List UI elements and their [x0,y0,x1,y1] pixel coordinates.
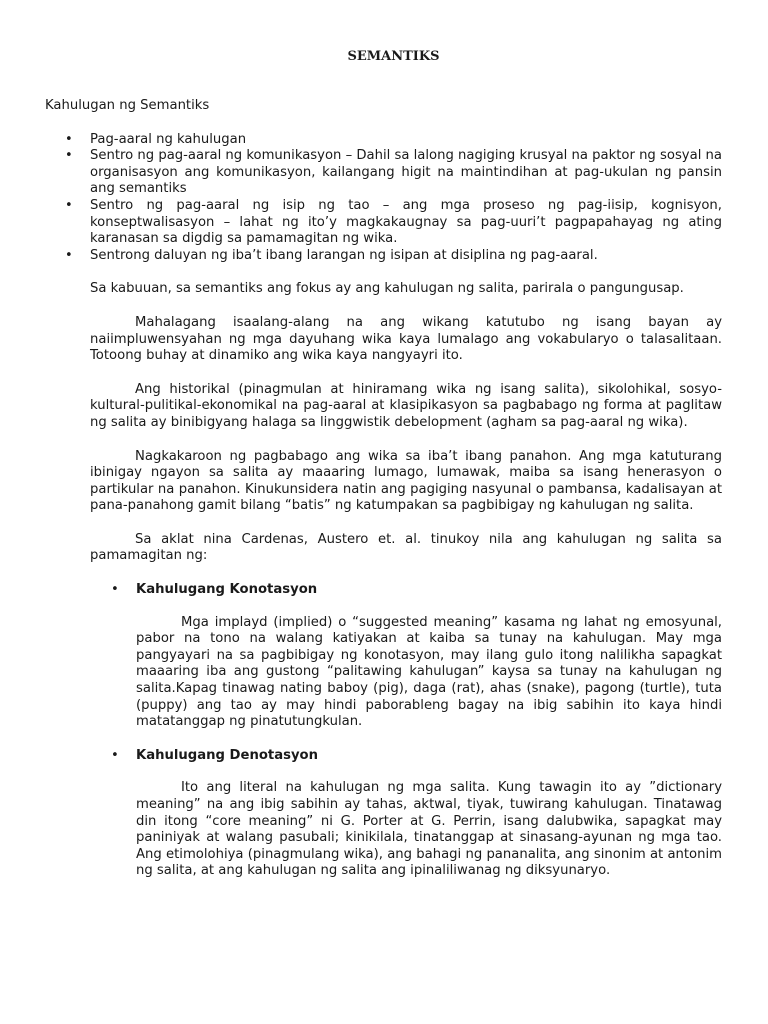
paragraph: Nagkakaroon ng pagbabago ang wika sa iba’t ibang panahon. Ang mga katuturang ibinigay ngayon sa salita ay maaaring lumago, lumawak, maiba sa isang henerasyon o partikular na panahon. Kinukunsidera natin ang pagiging nasyunal o pambansa, kadalisayan at pana-panahong gamit bilang “batis” ng katumpakan sa pagbibigay ng kahulugan ng salita. [90,448,722,514]
list-item: • Sentrong daluyan ng iba’t ibang larangan ng isipan at disiplina ng pag-aaral. [90,248,722,265]
subsection-heading: • Kahulugang Denotasyon [136,748,722,765]
list-item: • Sentro ng pag-aaral ng isip ng tao – ang mga proseso ng pag-iisip, kognisyon, konseptwalisasyon – lahat ng ito’y magkakaugnay sa pag-uuri’t pagpapahayag ng ating karanasan sa digdig sa pamamagitan ng wika. [90,198,722,248]
paragraph: Ang historikal (pinagmulan at hiniramang wika ng isang salita), sikolohikal, sosyo-kultural-pulitikal-ekonomikal na pag-aaral at klasipikasyon sa pagbabago ng forma at paglitaw ng salita ay binibigyang halaga sa linggwistik debelopment (agham sa pag-aaral ng wika). [90,381,722,430]
section-heading: Kahulugan ng Semantiks [45,98,210,113]
subsection-paragraph: Mga implayd (implied) o “suggested meaning” kasama ng lahat ng emosyunal, pabor na tono na walang katiyakan at kaiba sa tunay na kahulugan. May mga pangyayari na sa pagbibigay ng konotasyon, may ilang gulo itong nalilikha sapagkat maaaring iba ang gustong “palitawing kahulugan” kaysa sa tunay na kahulugan ng salita.Kapag tinawag nating baboy (pig), daga (rat), ahas (snake), pagong (turtle), tuta (puppy) ang tao ay may hindi paborableng bagay na ibig sabihin ito kaya hindi matatanggap ng pinatutungkulan. [136,614,722,730]
document-title: SEMANTIKS [347,49,440,64]
list-item: • Pag-aaral ng kahulugan [90,132,722,149]
subsection-heading: • Kahulugang Konotasyon [136,582,722,599]
paragraph: Sa aklat nina Cardenas, Austero et. al. tinukoy nila ang kahulugan ng salita sa pamamagitan ng: [90,531,722,564]
summary-paragraph: Sa kabuuan, sa semantiks ang fokus ay ang kahulugan ng salita, parirala o pangungusap. [90,281,684,297]
list-item: • Sentro ng pag-aaral ng komunikasyon – Dahil sa lalong nagiging krusyal na paktor ng sosyal na organisasyon ang komunikasyon, kailangang higit na maintindihan at pag-ukulan ng pansin ang semantiks [90,148,722,198]
bullet-list [45,132,722,265]
paragraph: Mahalagang isaalang-alang na ang wikang katutubo ng isang bayan ay naiimpluwensyahan ng mga dayuhang wika kaya lumalago ang vokabularyo o talasalitaan. Totoong buhay at dinamiko ang wika kaya nangyayri ito. [90,314,722,364]
subsection-paragraph: Ito ang literal na kahulugan ng mga salita. Kung tawagin ito ay ”dictionary meaning” na ang ibig sabihin ay tahas, aktwal, tiyak, tuwirang kahulugan. Tinatawag din itong “core meaning” ni G. Porter at G. Perrin, isang dalubwika, sapagkat may paniniyak at walang pasubali; kinikilala, tinatanggap at sinasang-ayunan ng mga tao. Ang etimolohiya (pinagmulang wika), ang bahagi ng pananalita, ang sinonim at antonim ng salita, at ang kahulugan ng salita ang ipinaliliwanag ng diksyunaryo. [136,780,722,879]
